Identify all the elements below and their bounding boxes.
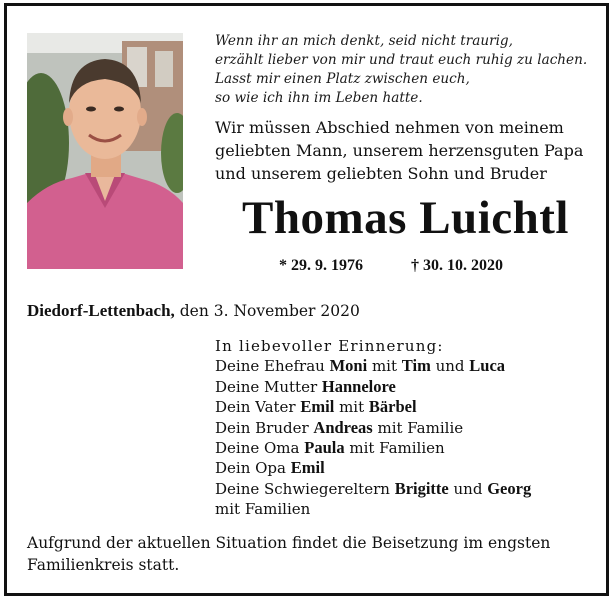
mourner-line: [215, 499, 600, 519]
mourner-line: [215, 479, 600, 499]
mourner-relation: mit Familien: [215, 500, 311, 519]
mourner-name: Georg: [487, 478, 532, 498]
mourner-relation: mit Familien: [344, 439, 445, 458]
notice-date: den 3. November 2020: [179, 302, 360, 320]
death-date: † 30. 10. 2020: [411, 257, 503, 274]
mourner-name: Hannelore: [321, 376, 396, 396]
place-name: Diedorf-Lettenbach,: [27, 301, 175, 320]
mourner-name: Brigitte: [394, 478, 449, 498]
deceased-name: Thomas Luichtl: [242, 192, 569, 244]
mourner-line: [215, 438, 600, 458]
mourner-relation: Deine Mutter: [215, 377, 322, 396]
poem-line: erzählt lieber von mir und traut euch ruhig zu lachen.: [215, 52, 588, 68]
poem-line: Wenn ihr an mich denkt, seid nicht traurig,: [215, 33, 513, 49]
place-date: [27, 300, 360, 322]
mourner-name: Emil: [290, 458, 325, 478]
poem: [215, 32, 595, 108]
mourners-intro: In liebevoller Erinnerung:: [215, 337, 444, 355]
farewell-text: [215, 116, 596, 185]
mourner-line: [215, 356, 600, 376]
closing-text: [27, 532, 592, 576]
mourner-relation: Deine Ehefrau: [215, 357, 330, 376]
mourner-relation: mit: [334, 398, 369, 417]
closing-line: Familienkreis statt.: [27, 556, 180, 574]
mourner-name: Luca: [469, 356, 506, 376]
mourner-relation: Deine Oma: [215, 439, 305, 458]
mourner-relation: und: [448, 479, 488, 498]
mourner-relation: mit Familie: [372, 418, 464, 437]
mourner-line: [215, 418, 600, 438]
birth-date: * 29. 9. 1976: [279, 257, 363, 274]
portrait-photo: [27, 33, 183, 269]
mourners-list: [215, 336, 600, 520]
farewell-line: Wir müssen Abschied nehmen von meinem: [215, 118, 564, 137]
mourner-relation: Dein Opa: [215, 459, 291, 478]
poem-line: so wie ich ihn im Leben hatte.: [215, 90, 423, 106]
poem-line: Lasst mir einen Platz zwischen euch,: [215, 71, 470, 87]
mourner-line: [215, 458, 600, 478]
mourner-relation: Dein Vater: [215, 398, 301, 417]
farewell-line: und unserem geliebten Sohn und Bruder: [215, 164, 547, 183]
mourner-name: Tim: [401, 356, 431, 376]
mourner-name: Andreas: [313, 417, 373, 437]
mourner-name: Paula: [304, 438, 345, 458]
farewell-line: geliebten Mann, unserem herzensguten Papa: [215, 141, 584, 160]
mourner-line: [215, 377, 600, 397]
closing-line: Aufgrund der aktuellen Situation findet die Beisetzung im engsten: [27, 534, 551, 552]
mourner-name: Moni: [329, 356, 368, 376]
mourner-name: Bärbel: [368, 397, 417, 417]
mourner-relation: mit: [367, 357, 402, 376]
mourner-relation: und: [430, 357, 470, 376]
mourner-name: Emil: [300, 397, 335, 417]
mourner-relation: Deine Schwiegereltern: [215, 479, 395, 498]
mourner-relation: Dein Bruder: [215, 418, 314, 437]
mourner-line: [215, 397, 600, 417]
